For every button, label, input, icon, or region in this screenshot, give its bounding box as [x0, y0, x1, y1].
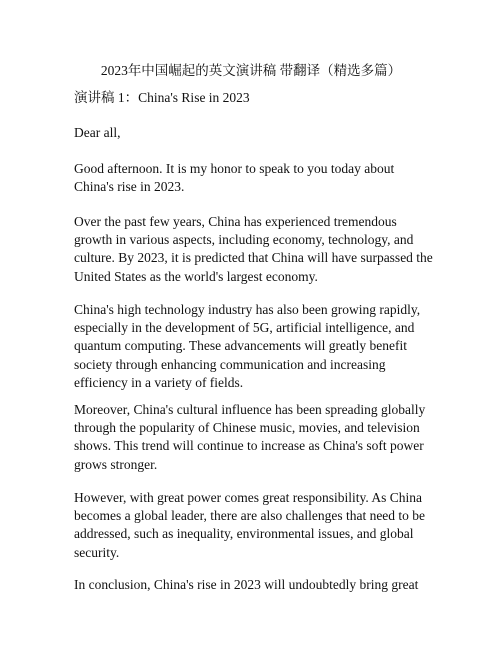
document-title: 2023年中国崛起的英文演讲稿 带翻译（精选多篇）	[100, 63, 402, 78]
paragraph-technology: China's high technology industry has also been growing rapidly, especially in the development of 5G, artificial intelligence, and quantum computing. These advancements will greatly benefit society through enhancing communication and increasing efficiency in a variety of fields.	[74, 302, 421, 390]
paragraph-culture: Moreover, China's cultural influence has been spreading globally through the popularity of Chinese music, movies, and television shows. This trend will continue to increase as China's soft power grows stronger.	[74, 402, 426, 472]
paragraph-growth: Over the past few years, China has experienced tremendous growth in various aspects, including economy, technology, and culture. By 2023, it is predicted that China will have surpassed the United States as the world's largest economy.	[74, 214, 433, 284]
paragraph-greeting: Good afternoon. It is my honor to speak to you today about China's rise in 2023.	[74, 161, 395, 195]
paragraph-responsibility: However, with great power comes great responsibility. As China becomes a global leader, there are also challenges that need to be addressed, such as inequality, environmental issues, and global security.	[74, 490, 426, 560]
paragraph-conclusion: In conclusion, China's rise in 2023 will undoubtedly bring great	[74, 577, 419, 592]
speech-heading: 演讲稿 1：China's Rise in 2023	[74, 90, 250, 105]
salutation: Dear all,	[74, 125, 121, 140]
